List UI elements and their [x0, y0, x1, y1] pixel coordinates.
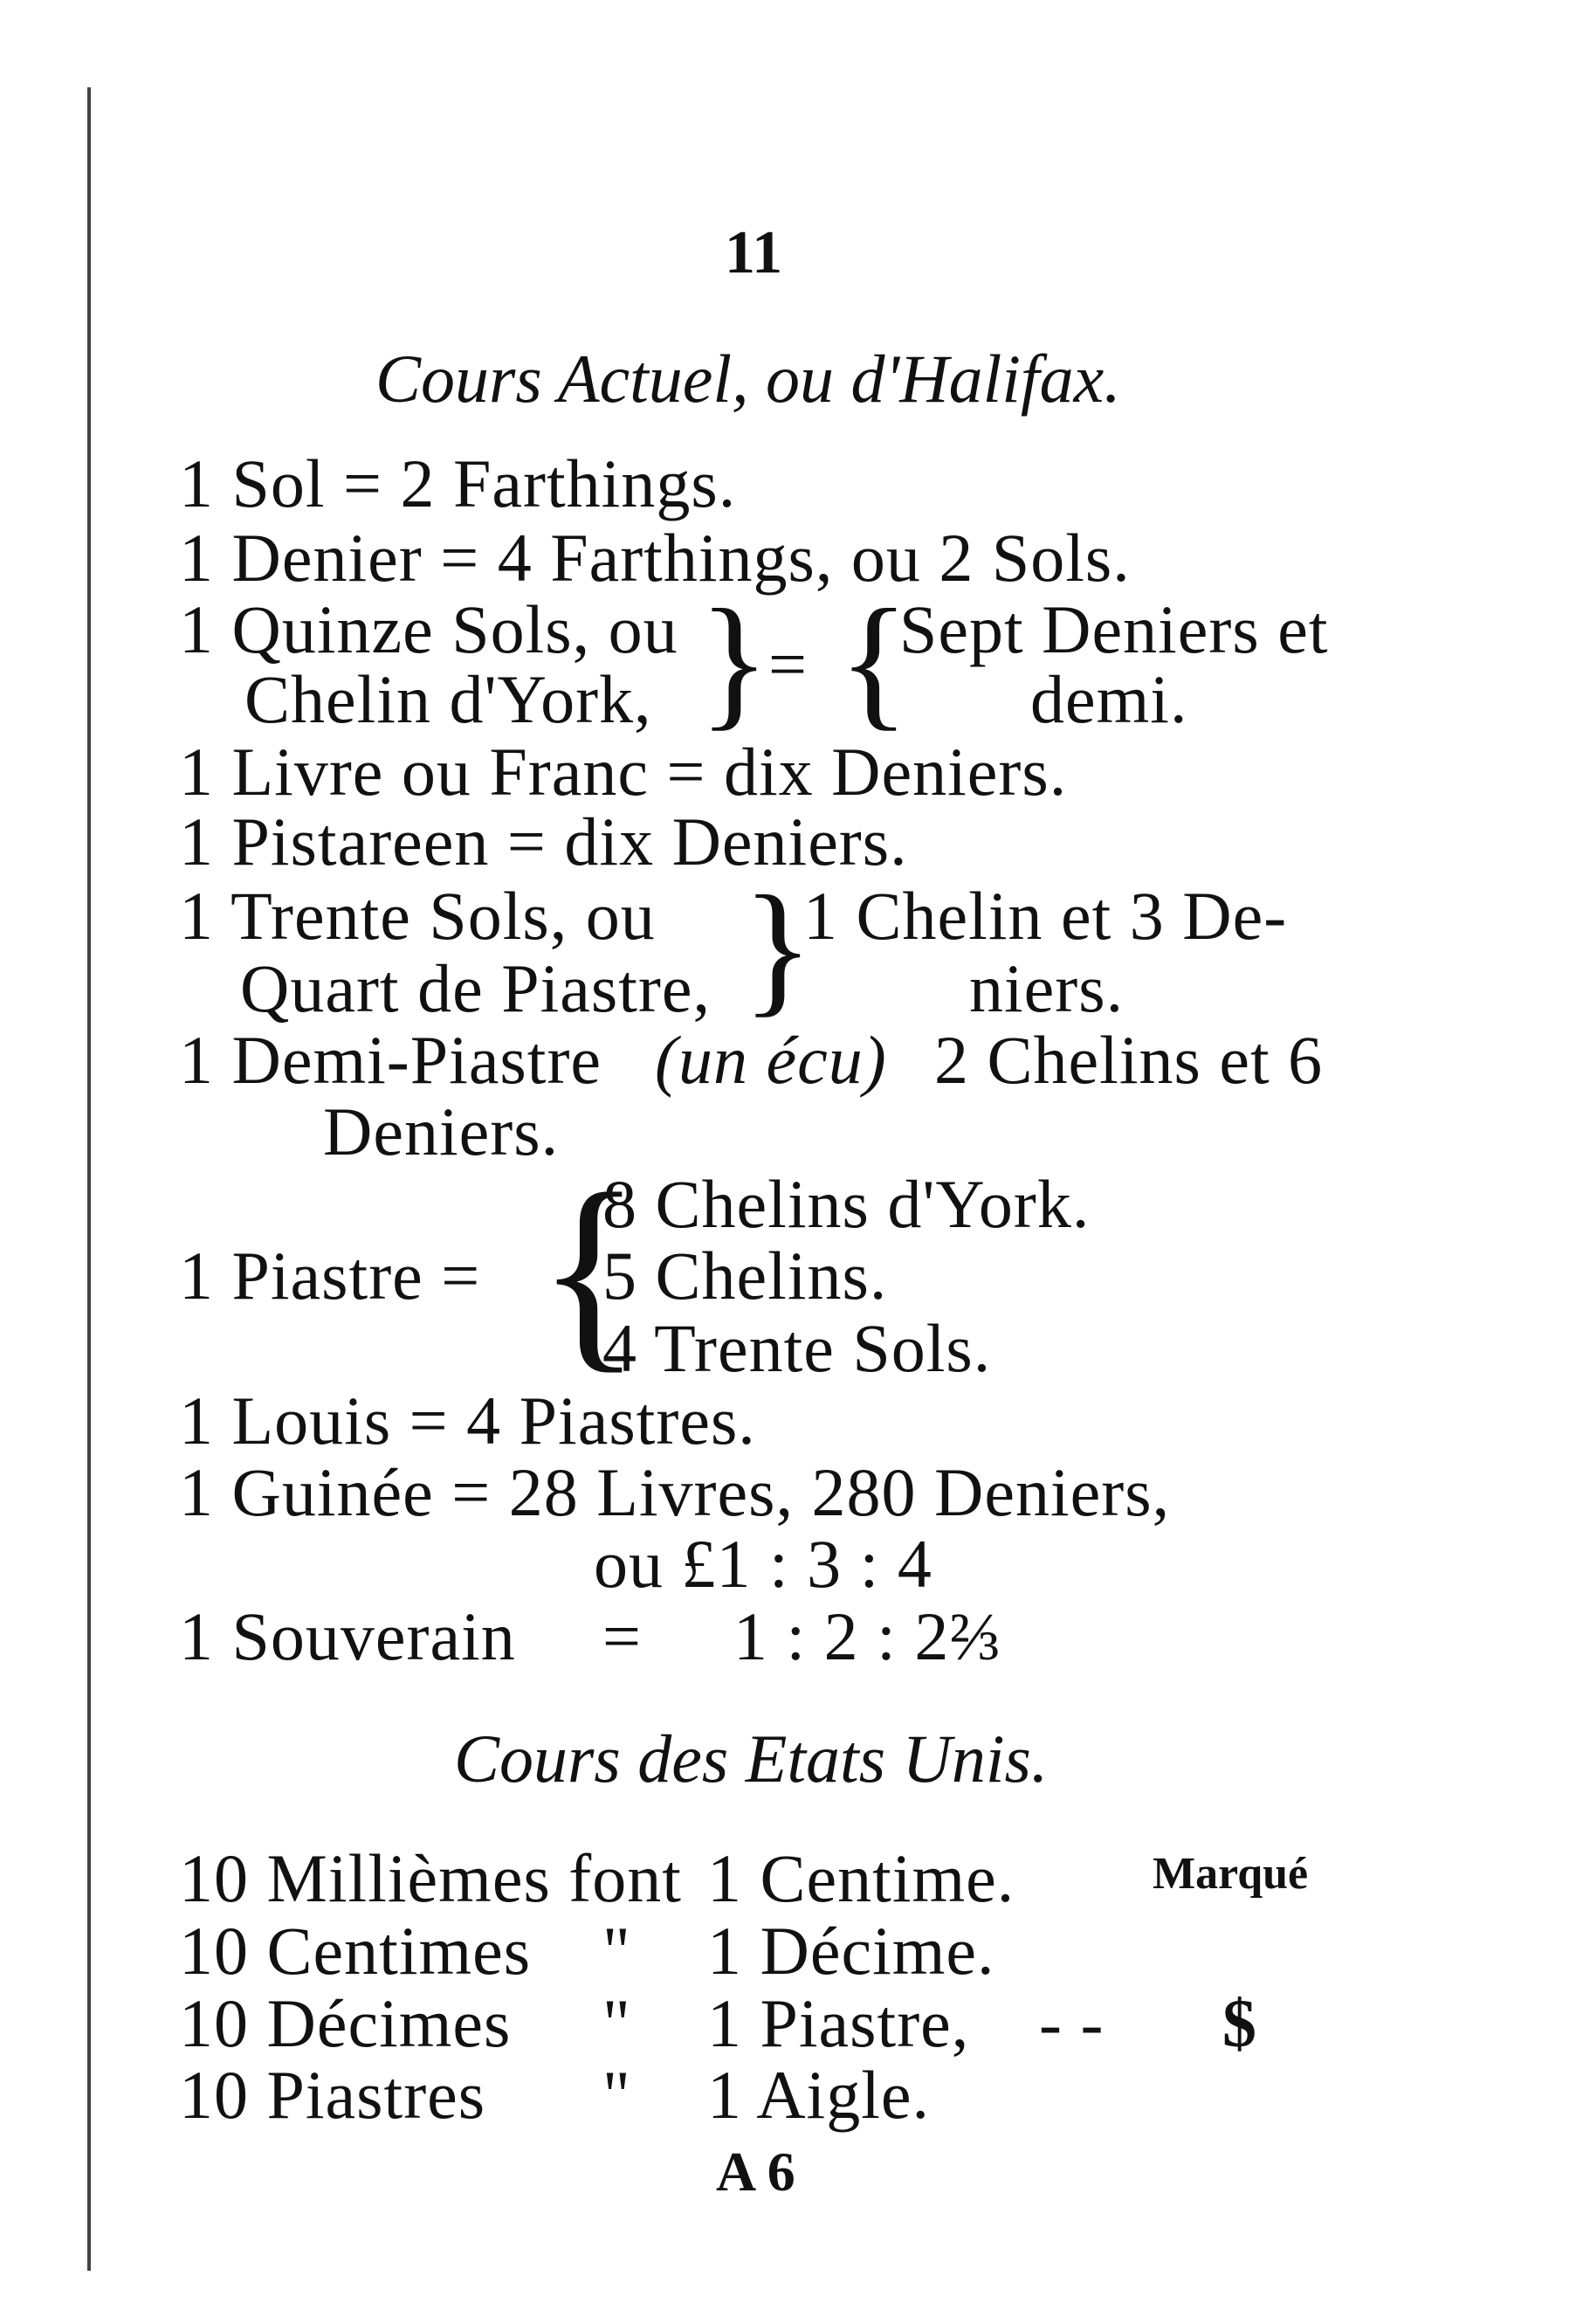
line-louis: 1 Louis = 4 Piastres.	[179, 1383, 756, 1459]
us-row-ditto: "	[602, 1985, 631, 2061]
souverain-value: 1 : 2 : 2⅔	[733, 1598, 1001, 1674]
line-sol: 1 Sol = 2 Farthings.	[179, 445, 737, 521]
line-demi-d: Deniers.	[323, 1093, 560, 1169]
us-row-right: 1 Aigle.	[707, 2057, 930, 2133]
line-demi-b: (un écu)	[655, 1022, 887, 1098]
line-demi-a: 1 Demi-Piastre	[179, 1022, 602, 1098]
line-denier: 1 Denier = 4 Farthings, ou 2 Sols.	[179, 520, 1131, 596]
souverain-equals: =	[602, 1598, 642, 1674]
line-souverain: 1 Souverain	[179, 1598, 516, 1674]
line-pistareen: 1 Pistareen = dix Deniers.	[179, 803, 908, 879]
line-guinee: 1 Guinée = 28 Livres, 280 Deniers,	[179, 1454, 1171, 1530]
brace-left: {	[838, 579, 910, 743]
line-quinze-a: 1 Quinze Sols, ou	[179, 591, 678, 667]
piastre-york: 8 Chelins d'York.	[602, 1166, 1091, 1242]
brace-left: {	[537, 1149, 642, 1391]
line-trente-d: niers.	[969, 950, 1125, 1026]
signature-mark: A 6	[716, 2141, 795, 2203]
line-guinee-b: ou £1 : 3 : 4	[594, 1526, 932, 1602]
line-demi-c: 2 Chelins et 6	[934, 1022, 1324, 1098]
margin-rule	[87, 87, 91, 2271]
line-trente-b: Quart de Piastre,	[240, 950, 712, 1026]
us-row-dashes: - -	[1039, 1985, 1104, 2061]
us-row-ditto: "	[602, 2057, 631, 2133]
line-quinze-c: Sept Deniers et	[899, 591, 1329, 667]
us-row-left: 10 Piastres	[179, 2057, 486, 2133]
heading-halifax: Cours Actuel, ou d'Halifax.	[375, 341, 1121, 417]
us-row-right: 1 Décime.	[707, 1913, 995, 1989]
heading-etats-unis: Cours des Etats Unis.	[454, 1721, 1049, 1796]
piastre-chelins: 5 Chelins.	[602, 1238, 888, 1314]
line-trente-a: 1 Trente Sols, ou	[179, 878, 656, 954]
us-row-left: 10 Décimes	[179, 1985, 512, 2061]
page-number: 11	[725, 219, 783, 286]
line-trente-c: 1 Chelin et 3 De-	[803, 878, 1288, 954]
brace-right: }	[742, 865, 814, 1030]
us-row-right: 1 Centime.	[707, 1840, 1015, 1916]
us-row-ditto: "	[602, 1913, 631, 1989]
equals-sign: =	[768, 626, 808, 702]
brace-right: }	[698, 579, 770, 743]
line-quinze-b: Chelin d'York,	[244, 661, 652, 737]
us-row-left: 10 Millièmes font	[179, 1840, 682, 1916]
piastre-label: 1 Piastre =	[179, 1238, 481, 1314]
us-row-left: 10 Centimes	[179, 1913, 532, 1989]
line-quinze-d: demi.	[1030, 661, 1188, 737]
line-livre: 1 Livre ou Franc = dix Deniers.	[179, 734, 1068, 810]
marque-label: Marqué	[1153, 1849, 1309, 1899]
dollar-sign-icon: $	[1222, 1985, 1257, 2061]
us-row-right: 1 Piastre,	[707, 1985, 970, 2061]
piastre-trente: 4 Trente Sols.	[602, 1310, 992, 1386]
